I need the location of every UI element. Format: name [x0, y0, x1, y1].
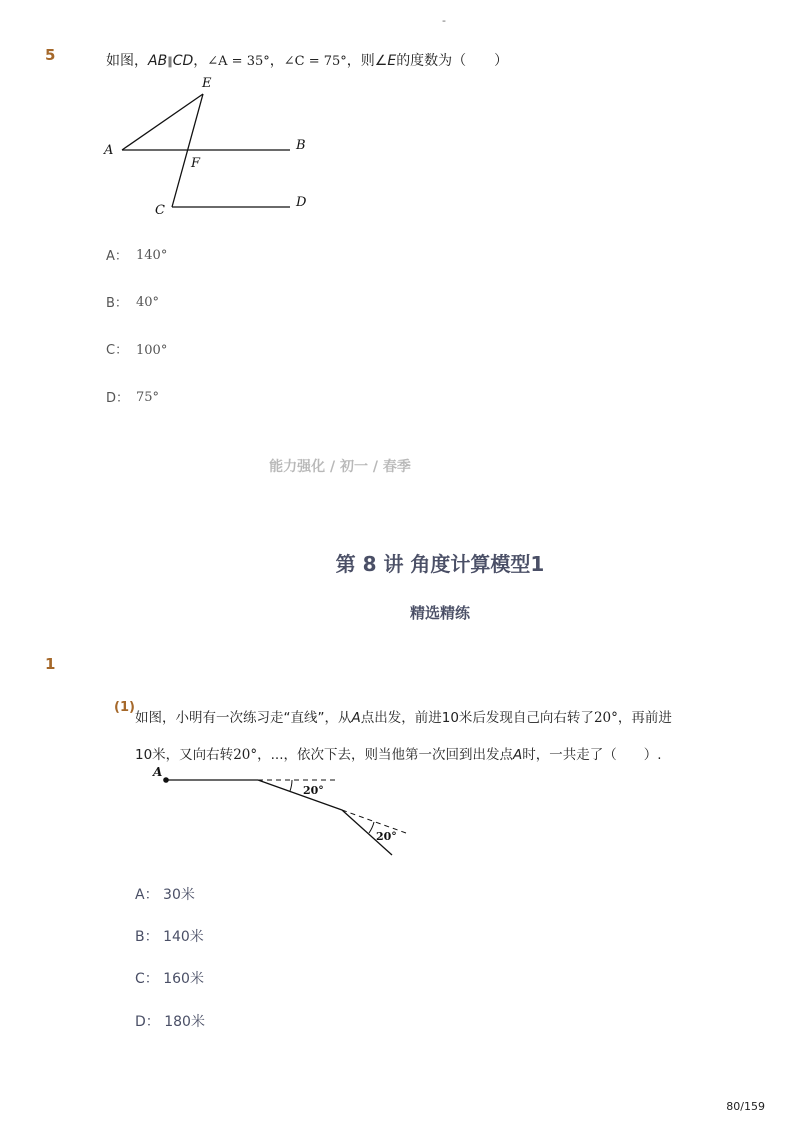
- q1-option-d-value: 180米: [164, 1014, 205, 1030]
- q5-prefix: 如图，: [106, 53, 148, 69]
- q5-option-d-letter: D：: [106, 391, 130, 406]
- q5-label-a: A: [104, 143, 114, 158]
- q5-option-c-value: 100°: [136, 343, 168, 358]
- q5-figure: [100, 72, 330, 222]
- q1-figure: [150, 763, 410, 858]
- q5-angle-a: ∠A = 35°: [207, 54, 270, 69]
- question-number-5: 5: [45, 46, 56, 64]
- q5-comma3: ，则: [346, 53, 375, 69]
- q1-l1-c: ，再前进: [617, 710, 672, 726]
- question-1-sub-number: (1): [114, 700, 135, 715]
- q5-label-f: F: [191, 156, 201, 171]
- q1-option-b-letter: B：: [135, 929, 159, 945]
- q1-option-c-letter: C：: [135, 971, 159, 987]
- question-1-line-1: [135, 706, 672, 726]
- q1-angle-arc-2: [369, 822, 374, 833]
- lecture-title: 第 8 讲 角度计算模型1: [335, 552, 545, 576]
- q1-l2-deg: 20°: [233, 747, 258, 763]
- q1-l2-a: 10米，又向右转: [135, 747, 234, 763]
- q5-label-e: E: [202, 76, 212, 91]
- q5-comma2: ，: [269, 53, 284, 69]
- q1-option-a-letter: A：: [135, 887, 159, 903]
- q1-start-point: [163, 777, 169, 783]
- q1-l2-point-a: A: [513, 747, 523, 763]
- q5-option-a-value: 140°: [136, 248, 168, 263]
- q1-l1-b: 点出发，前进10米后发现自己向右转了: [360, 710, 594, 726]
- q5-option-b-value: 40°: [136, 295, 160, 310]
- q1-l1-a: 如图，小明有一次练习走“直线”，从: [135, 710, 352, 726]
- top-mark: -: [442, 14, 446, 27]
- q5-label-c: C: [155, 203, 165, 218]
- q1-label-a: A: [153, 765, 163, 779]
- q1-option-a[interactable]: [135, 884, 195, 904]
- q5-angle-e: ∠E: [374, 53, 397, 69]
- q1-option-a-value: 30米: [163, 887, 195, 903]
- q5-parallel: ∥: [167, 55, 173, 68]
- q1-option-c-value: 160米: [163, 971, 204, 987]
- q1-option-c[interactable]: [135, 968, 204, 988]
- q1-segment-2: [258, 780, 342, 810]
- q1-angle-arc-1: [290, 780, 292, 791]
- q5-label-b: B: [296, 138, 306, 153]
- question-number-1: 1: [45, 655, 56, 673]
- question-1-line-2: [135, 743, 662, 763]
- q1-option-b[interactable]: [135, 926, 204, 946]
- q5-option-b-letter: B：: [106, 296, 128, 311]
- q5-line-ae: [122, 94, 203, 150]
- q5-label-d: D: [296, 195, 307, 210]
- q5-option-c-letter: C：: [106, 343, 129, 358]
- q1-l2-b: ，...，依次下去，则当他第一次回到出发点: [257, 747, 513, 763]
- q5-option-a-letter: A：: [106, 249, 128, 264]
- q1-option-b-value: 140米: [163, 929, 204, 945]
- breadcrumb: 能力强化 / 初一 / 春季: [269, 459, 411, 475]
- q1-l2-c: 时，一共走了（ ）.: [522, 747, 662, 763]
- page-number: 80/159: [726, 1100, 765, 1113]
- q1-option-d[interactable]: [135, 1011, 205, 1031]
- section-title: 精选精练: [409, 604, 470, 622]
- q5-ab: AB: [148, 53, 168, 69]
- q1-l1-point-a: A: [351, 710, 361, 726]
- q1-angle-label-1: 20°: [303, 784, 324, 797]
- q5-angle-c: ∠C = 75°: [283, 54, 347, 69]
- q5-suffix: 的度数为（ ）: [396, 53, 509, 69]
- q5-option-d-value: 75°: [136, 390, 160, 405]
- q1-angle-label-2: 20°: [376, 830, 397, 843]
- q5-cd: CD: [172, 53, 194, 69]
- q1-option-d-letter: D：: [135, 1014, 160, 1030]
- question-5-text: [106, 50, 508, 70]
- q5-comma1: ，: [193, 53, 208, 69]
- q1-l1-deg: 20°: [593, 710, 618, 726]
